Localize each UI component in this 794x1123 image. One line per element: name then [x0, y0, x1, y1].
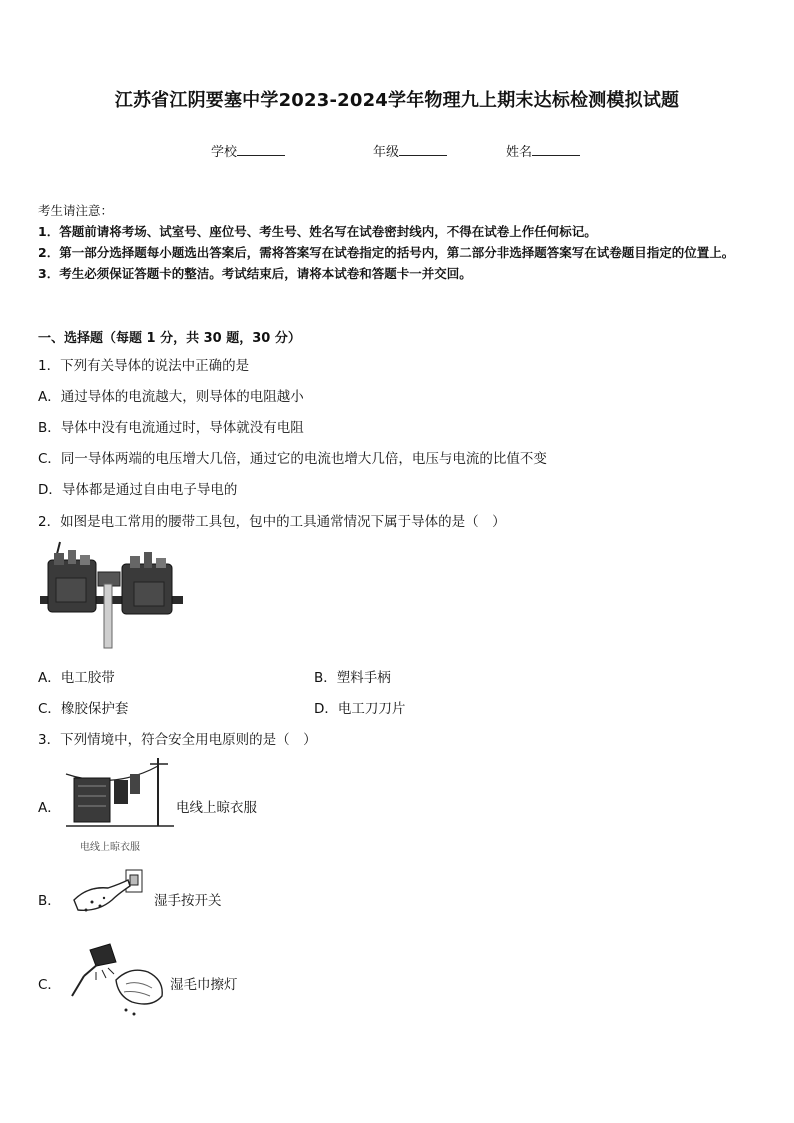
q3-option-a-caption: 电线上晾衣服 [80, 842, 140, 853]
q1-option-b: B．导体中没有电流通过时，导体就没有电阻 [38, 420, 304, 436]
grade-field [373, 141, 447, 160]
q1-option-d: D．导体都是通过自由电子导电的 [38, 482, 238, 498]
q2-option-d: D．电工刀刀片 [314, 701, 406, 717]
notice-block [38, 200, 763, 284]
q3-option-c-letter: C． [38, 977, 61, 993]
section-heading: 一、选择题（每题 1 分，共 30 题，30 分） [38, 331, 301, 346]
q3-option-b-text: 湿手按开关 [154, 893, 222, 909]
grade-blank [399, 143, 447, 156]
q3-option-c-text: 湿毛巾擦灯 [170, 977, 238, 993]
name-field [506, 141, 580, 160]
q3-option-b-letter: B． [38, 893, 61, 909]
grade-label: 年级 [373, 145, 400, 160]
notice-item-3: 3．考生必须保证答题卡的整洁。考试结束后，请将本试卷和答题卡一并交回。 [38, 266, 472, 281]
name-blank [532, 143, 580, 156]
page-title: 江苏省江阴要塞中学2023-2024学年物理九上期末达标检测模拟试题 [114, 90, 680, 111]
q3-option-a-text: 电线上晾衣服 [176, 800, 257, 816]
notice-heading: 考生请注意： [38, 203, 114, 218]
school-blank [237, 143, 285, 156]
q2-option-c: C．橡胶保护套 [38, 701, 129, 717]
q2-stem: 2．如图是电工常用的腰带工具包，包中的工具通常情况下属于导体的是（ ） [38, 514, 506, 530]
clothes-on-wire-image [64, 756, 176, 832]
q3-stem: 3．下列情境中，符合安全用电原则的是（ ） [38, 732, 317, 748]
q1-stem: 1．下列有关导体的说法中正确的是 [38, 358, 250, 374]
q1-option-c: C．同一导体两端的电压增大几倍，通过它的电流也增大几倍，电压与电流的比值不变 [38, 451, 547, 467]
notice-item-1: 1．答题前请将考场、试室号、座位号、考生号、姓名写在试卷密封线内，不得在试卷上作任何标记。 [38, 224, 597, 239]
wet-towel-lamp-image [66, 940, 170, 1018]
name-label: 姓名 [506, 145, 533, 160]
q2-option-b: B．塑料手柄 [314, 670, 391, 686]
notice-item-2: 2．第一部分选择题每小题选出答案后，需将答案写在试卷指定的括号内，第二部分非选择题答案写在试卷题目指定的位置上。 [38, 245, 735, 260]
tool-belt-image [38, 538, 188, 650]
q1-option-a: A．通过导体的电流越大，则导体的电阻越小 [38, 389, 304, 405]
wet-hand-switch-image [68, 866, 148, 918]
school-label: 学校 [211, 145, 238, 160]
school-field [211, 141, 285, 160]
q2-option-a: A．电工胶带 [38, 670, 115, 686]
q3-option-a-letter: A． [38, 800, 61, 816]
